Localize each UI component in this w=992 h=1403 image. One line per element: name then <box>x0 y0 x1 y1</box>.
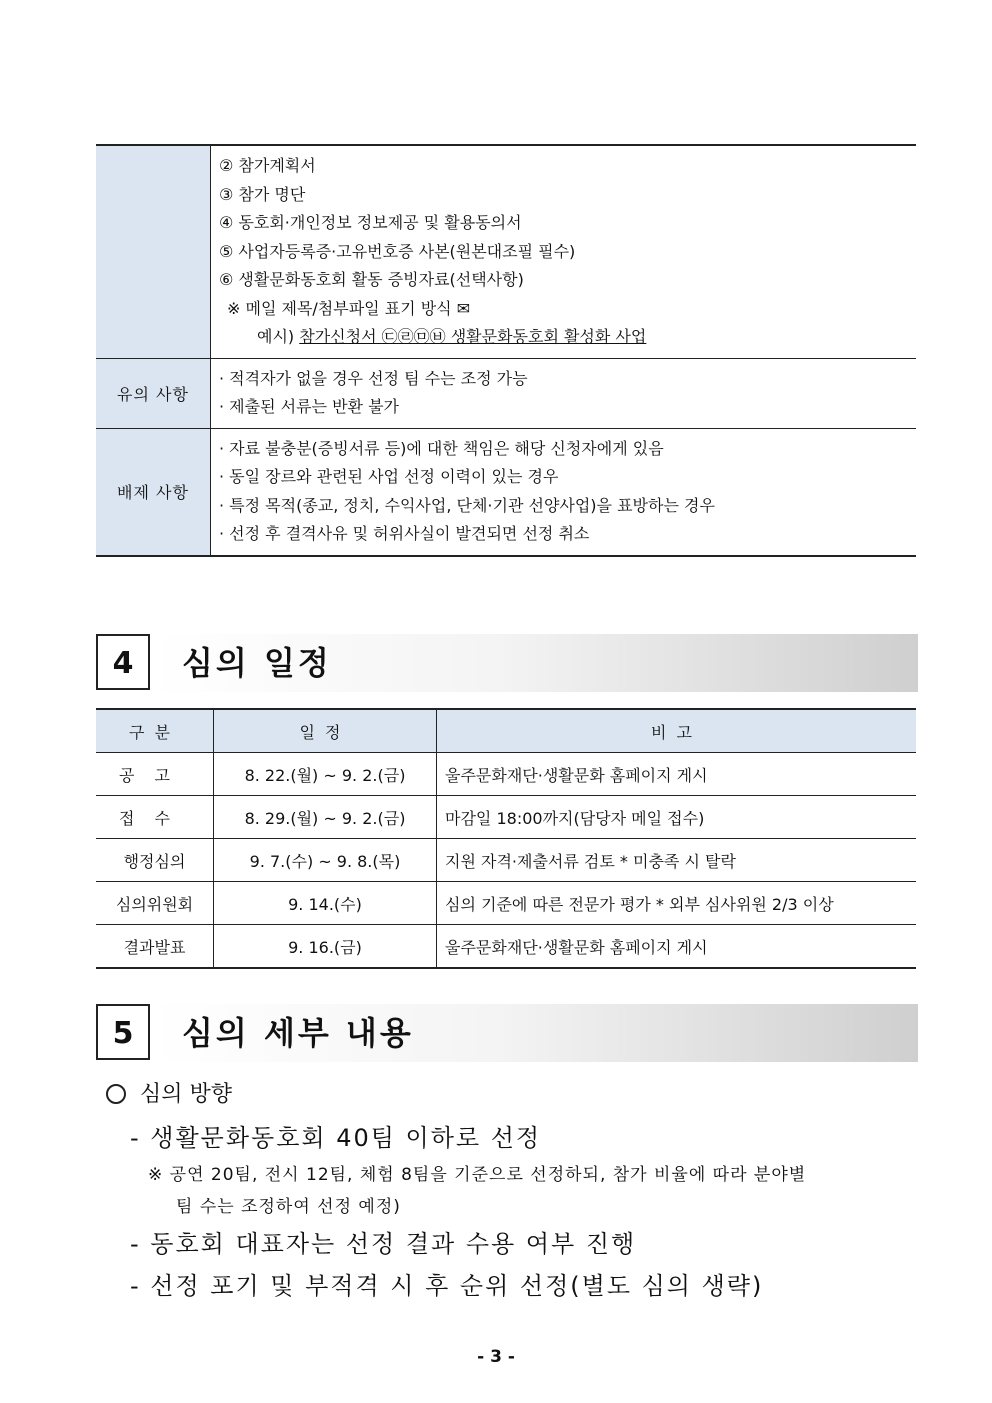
note-cell: 울주문화재단·생활문화 홈페이지 게시 <box>437 925 917 969</box>
note-cell: 울주문화재단·생활문화 홈페이지 게시 <box>437 753 917 796</box>
list-item: ③ 참가 명단 <box>219 184 306 204</box>
column-header: 구분 <box>96 709 214 753</box>
table-row <box>96 882 916 925</box>
table-row <box>96 925 916 969</box>
row-header: 배제 사항 <box>96 428 211 556</box>
schedule-table <box>96 708 916 969</box>
list-item: · 자료 불충분(증빙서류 등)에 대한 책임은 해당 신청자에게 있음 <box>219 438 664 458</box>
row-header: 유의 사항 <box>96 358 211 428</box>
row-body <box>211 358 917 428</box>
mail-format-note: ※ 메일 제목/첨부파일 표기 방식 ✉ <box>227 298 471 318</box>
eligibility-table <box>96 144 916 557</box>
circle-bullet-icon <box>106 1084 126 1104</box>
column-header: 비고 <box>437 709 917 753</box>
table-row <box>96 145 916 358</box>
row-body <box>211 145 917 358</box>
detail-heading-text: 심의 방향 <box>140 1082 233 1107</box>
table-header-row <box>96 709 916 753</box>
row-body <box>211 428 917 556</box>
detail-item: - 동호회 대표자는 선정 결과 수용 여부 진행 <box>130 1230 637 1258</box>
detail-item: - 생활문화동호회 40팀 이하로 선정 <box>130 1124 542 1152</box>
table-row <box>96 428 916 556</box>
section-number: 5 <box>96 1004 150 1060</box>
category-cell: 접수 <box>96 796 214 839</box>
section-title: 심의 일정 <box>182 644 332 682</box>
table-row <box>96 358 916 428</box>
note-cell: 마감일 18:00까지(담당자 메일 접수) <box>437 796 917 839</box>
column-header: 일정 <box>214 709 437 753</box>
example-prefix: 예시) <box>257 327 300 346</box>
list-item: ② 참가계획서 <box>219 156 316 175</box>
category-cell: 결과발표 <box>96 925 214 969</box>
date-cell: 9. 16.(금) <box>214 925 437 969</box>
detail-note <box>106 1159 918 1223</box>
note-line: 팀 수는 조정하여 선정 예정) <box>176 1197 401 1217</box>
list-item: ④ 동호회·개인정보 정보제공 및 활용동의서 <box>219 213 522 232</box>
date-cell: 8. 22.(월) ~ 9. 2.(금) <box>214 753 437 796</box>
row-header <box>96 145 211 358</box>
list-item: · 제출된 서류는 반환 불가 <box>219 397 399 416</box>
list-item: · 선정 후 결격사유 및 허위사실이 발견되면 선정 취소 <box>219 524 590 543</box>
note-cell: 심의 기준에 따른 전문가 평가 * 외부 심사위원 2/3 이상 <box>437 882 917 925</box>
note-cell: 지원 자격·제출서류 검토 * 미충족 시 탈락 <box>437 839 917 882</box>
note-line: ※ 공연 20팀, 전시 12팀, 체험 8팀을 기준으로 선정하되, 참가 비율에 따라 분야별 <box>148 1165 807 1185</box>
list-item: · 적격자가 없을 경우 선정 팀 수는 조정 가능 <box>219 368 528 388</box>
section-4-header <box>96 634 918 694</box>
review-detail <box>106 1075 926 1307</box>
table-row <box>96 753 916 796</box>
list-item: · 특정 목적(종교, 정치, 수익사업, 단체·기관 선양사업)을 표방하는 경우 <box>219 495 715 515</box>
page-number: - 3 - <box>477 1347 515 1367</box>
example-text: 참가신청서 ㉢㉣㉤㉥ 생활문화동호회 활성화 사업 <box>299 327 647 346</box>
category-cell: 공고 <box>96 753 214 796</box>
mail-format-example <box>219 323 916 352</box>
table-row <box>96 796 916 839</box>
section-number: 4 <box>96 634 150 690</box>
date-cell: 9. 14.(수) <box>214 882 437 925</box>
section-title: 심의 세부 내용 <box>182 1014 414 1052</box>
section-5-header <box>96 1004 918 1064</box>
list-item: ⑤ 사업자등록증·고유번호증 사본(원본대조필 필수) <box>219 241 576 261</box>
detail-heading <box>106 1075 926 1115</box>
category-cell: 행정심의 <box>96 839 214 882</box>
detail-item: - 선정 포기 및 부적격 시 후 순위 선정(별도 심의 생략) <box>130 1272 764 1300</box>
list-item: · 동일 장르와 관련된 사업 선정 이력이 있는 경우 <box>219 467 559 486</box>
table-row <box>96 839 916 882</box>
date-cell: 9. 7.(수) ~ 9. 8.(목) <box>214 839 437 882</box>
category-cell: 심의위원회 <box>96 882 214 925</box>
list-item: ⑥ 생활문화동호회 활동 증빙자료(선택사항) <box>219 270 524 289</box>
date-cell: 8. 29.(월) ~ 9. 2.(금) <box>214 796 437 839</box>
